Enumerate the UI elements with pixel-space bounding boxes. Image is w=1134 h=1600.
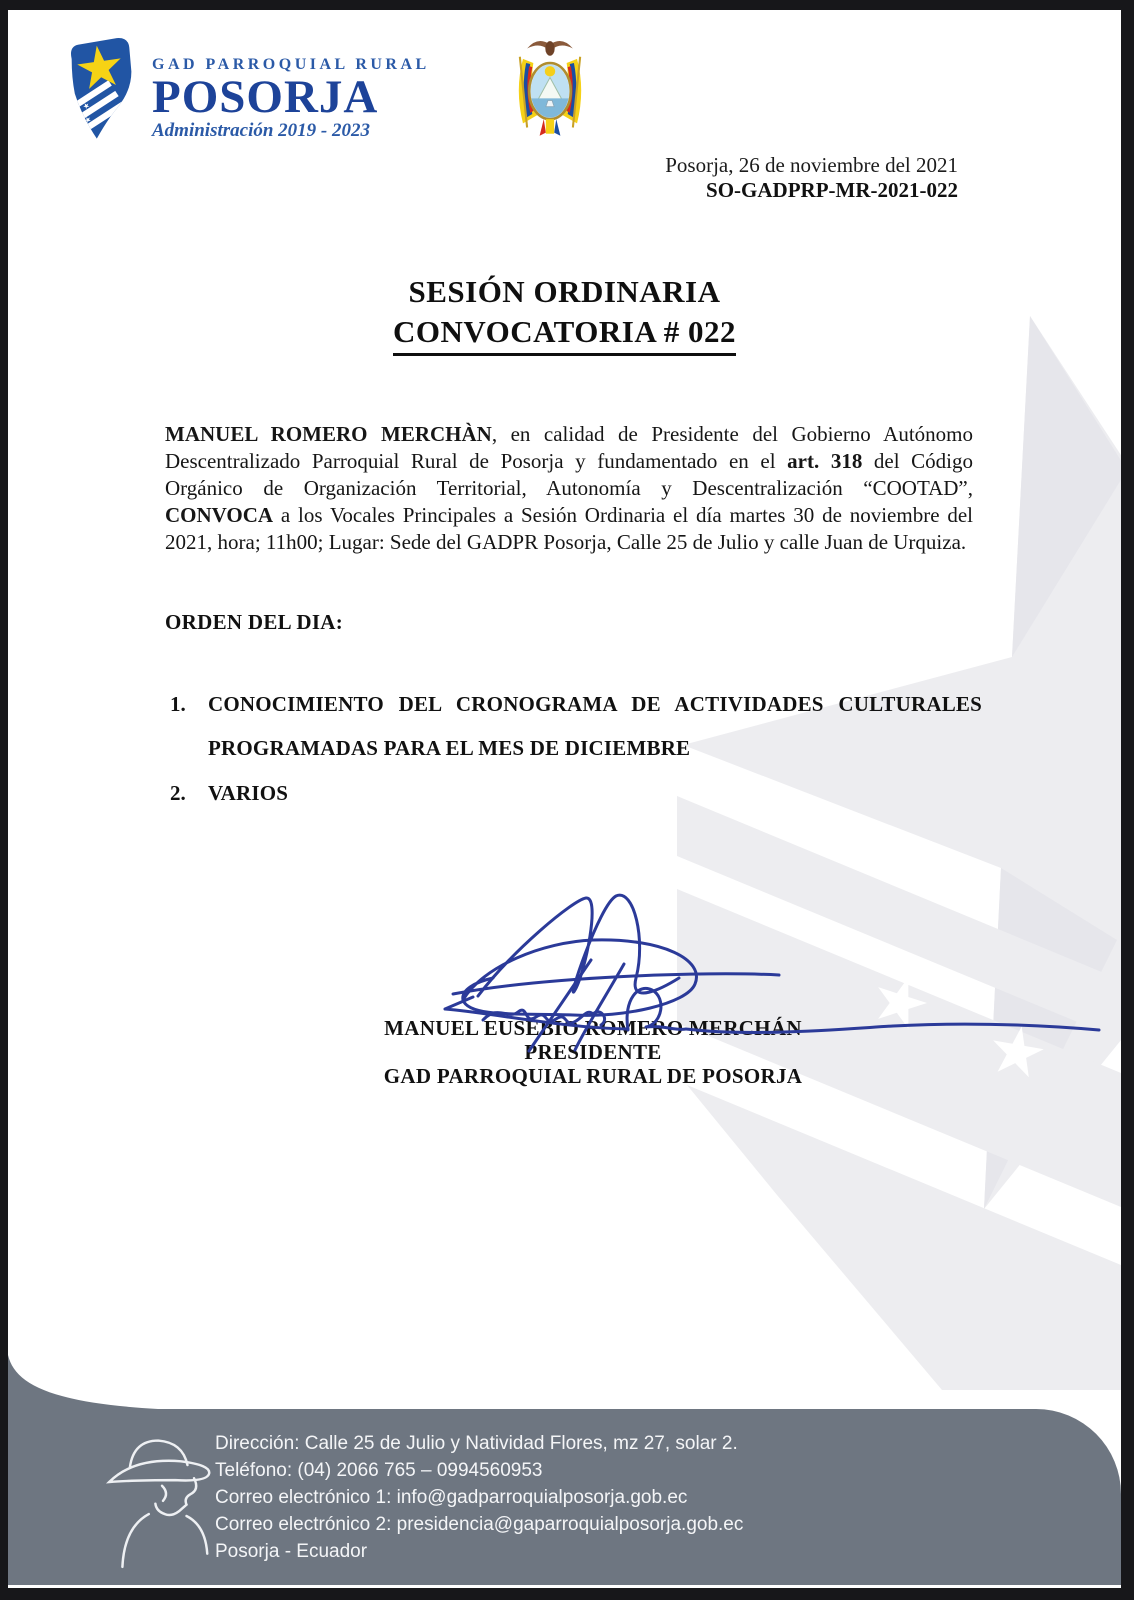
- footer-bar: [8, 1409, 1121, 1585]
- posorja-shield-icon: [60, 36, 142, 146]
- ecuador-coat-of-arms-icon: [498, 30, 602, 148]
- footer-phone: Teléfono: (04) 2066 765 – 0994560953: [215, 1460, 543, 1481]
- body-text: a los Vocales Principales a Sesión Ordinaria el día martes 30 de noviembre del 2021, hora; 11h00; Lugar: Sede del GADPR Posorja, Calle 25 de Julio y calle Juan de Urquiza.: [165, 503, 973, 554]
- body-text: del Código Orgánico de Organización Territorial, Autonomía y Descentralización “COOTAD”,: [165, 449, 974, 500]
- footer-swoosh-shape: [8, 1349, 158, 1411]
- footer-email-1: Correo electrónico 1: info@gadparroquialposorja.gob.ec: [215, 1487, 688, 1508]
- agenda-item-text: VARIOS: [208, 781, 289, 805]
- body-text: , en calidad de Presidente del Gobierno Autónomo Descentralizado Parroquial Rural de Posorja y fundamentado en el: [165, 422, 973, 473]
- footer-address: Dirección: Calle 25 de Julio y Natividad Flores, mz 27, solar 2.: [215, 1433, 738, 1454]
- agenda-item: [170, 682, 982, 770]
- agenda-item-number: 1.: [170, 692, 186, 716]
- article-reference: art. 318: [787, 449, 863, 473]
- body-paragraph: [165, 421, 973, 556]
- convoca-keyword: CONVOCA: [165, 503, 274, 527]
- agenda-item-number: 2.: [170, 781, 186, 805]
- agenda-list: [170, 682, 982, 816]
- signer-name: MANUEL EUSEBIO ROMERO MERCHÁN: [384, 1016, 802, 1040]
- footer-email-2: Correo electrónico 2: presidencia@gaparroquialposorja.gob.ec: [215, 1514, 744, 1535]
- logo-administration: Administración 2019 - 2023: [152, 120, 370, 141]
- signer-role: PRESIDENTE: [524, 1040, 662, 1064]
- hat-man-icon: [96, 1429, 228, 1569]
- agenda-item: [170, 771, 982, 815]
- agenda-item-text: CONOCIMIENTO DEL CRONOGRAMA DE ACTIVIDADES CULTURALES PROGRAMADAS PARA EL MES DE DICIEMBRE: [208, 692, 982, 760]
- document-reference: SO-GADPRP-MR-2021-022: [706, 178, 958, 202]
- document-subtitle: CONVOCATORIA # 022: [393, 312, 736, 356]
- logo-org-type: GAD PARROQUIAL RURAL: [152, 56, 430, 73]
- document-page: [8, 10, 1121, 1588]
- footer-contact-info: [215, 1430, 743, 1565]
- posorja-logo: [60, 36, 430, 146]
- agenda-heading: ORDEN DEL DIA:: [165, 610, 344, 634]
- footer-location: Posorja - Ecuador: [215, 1541, 368, 1562]
- signer-organization: GAD PARROQUIAL RURAL DE POSORJA: [383, 1064, 803, 1088]
- logo-name: POSORJA: [152, 71, 379, 123]
- document-title: SESIÓN ORDINARIA: [408, 274, 721, 309]
- document-date: Posorja, 26 de noviembre del 2021: [665, 153, 958, 177]
- signer-name-inline: MANUEL ROMERO MERCHÀN: [165, 422, 492, 446]
